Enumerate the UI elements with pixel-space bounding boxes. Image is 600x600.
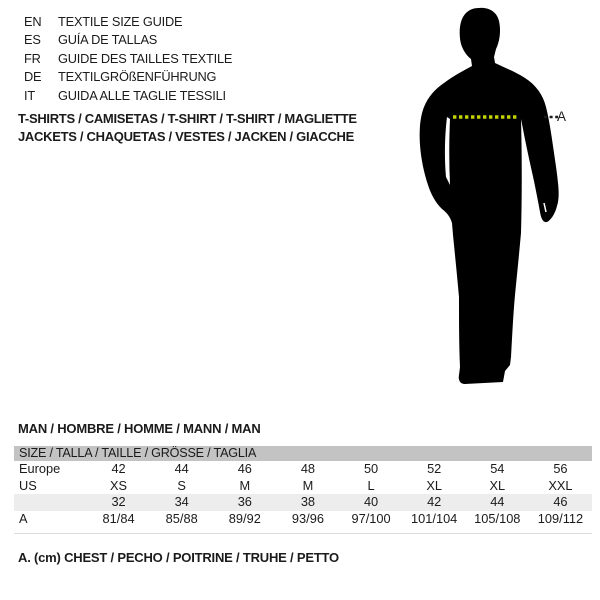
table-cell: 89/92 bbox=[228, 511, 261, 527]
man-silhouette-figure bbox=[415, 5, 565, 390]
table-cell: M bbox=[302, 477, 314, 493]
table-cell: 36 bbox=[237, 494, 252, 510]
table-cell: 42 bbox=[427, 494, 442, 510]
table-cell: L bbox=[367, 477, 375, 493]
table-cell: 85/88 bbox=[165, 511, 198, 527]
table-cell: 52 bbox=[427, 461, 442, 476]
language-row-fr bbox=[24, 50, 232, 68]
table-cell: 44 bbox=[174, 461, 189, 476]
language-list bbox=[24, 13, 232, 105]
language-row-it bbox=[24, 87, 232, 105]
product-line-tshirts: T-SHIRTS / CAMISETAS / T-SHIRT / T-SHIRT / MAGLIETTE bbox=[18, 111, 357, 126]
row-label: Europe bbox=[19, 461, 61, 476]
table-cell: XL bbox=[489, 477, 506, 493]
size-table-grid bbox=[14, 461, 592, 528]
table-cell: 105/108 bbox=[474, 511, 521, 527]
row-label bbox=[14, 494, 87, 511]
man-silhouette-svg bbox=[415, 5, 565, 390]
table-cell: 38 bbox=[300, 494, 316, 510]
language-row-en bbox=[24, 13, 232, 31]
table-cell: 81/84 bbox=[102, 511, 135, 527]
size-table bbox=[14, 446, 592, 528]
language-label: GUIDA ALLE TAGLIE TESSILI bbox=[58, 87, 226, 103]
table-cell: M bbox=[239, 477, 251, 493]
measurement-footnote: A. (cm) CHEST / PECHO / POITRINE / TRUHE / PETTO bbox=[18, 550, 339, 565]
table-cell: 32 bbox=[111, 494, 126, 510]
language-label: GUIDE DES TAILLES TEXTILE bbox=[58, 50, 233, 66]
language-code: FR bbox=[24, 50, 41, 66]
table-cell: 48 bbox=[300, 461, 316, 476]
table-cell: 46 bbox=[237, 461, 252, 476]
language-row-de bbox=[24, 68, 232, 86]
language-label: TEXTILGRÖßENFÜHRUNG bbox=[58, 69, 217, 85]
language-label: TEXTILE SIZE GUIDE bbox=[58, 14, 183, 29]
table-cell: 42 bbox=[111, 461, 126, 476]
section-title-man: MAN / HOMBRE / HOMME / MANN / MAN bbox=[18, 421, 261, 436]
table-bottom-rule bbox=[14, 533, 592, 534]
table-cell: 40 bbox=[363, 494, 379, 510]
measure-label-a: A bbox=[557, 109, 567, 124]
table-cell: 50 bbox=[363, 461, 379, 476]
product-line-jackets: JACKETS / CHAQUETAS / VESTES / JACKEN / GIACCHE bbox=[18, 128, 354, 144]
size-table-header: SIZE / TALLA / TAILLE / GRÖSSE / TAGLIA bbox=[14, 446, 592, 461]
table-cell: XS bbox=[110, 477, 128, 493]
language-code: ES bbox=[24, 32, 41, 48]
language-row-es bbox=[24, 31, 232, 49]
language-code: EN bbox=[24, 14, 42, 29]
table-cell: XL bbox=[426, 477, 443, 493]
table-cell: 109/112 bbox=[537, 511, 584, 527]
man-silhouette-shape bbox=[420, 8, 559, 384]
table-cell: 44 bbox=[490, 494, 505, 510]
row-label: A bbox=[19, 511, 28, 527]
table-cell: 97/100 bbox=[351, 511, 391, 527]
table-cell: 46 bbox=[553, 494, 568, 510]
row-label: US bbox=[19, 477, 37, 493]
table-cell: 56 bbox=[553, 461, 568, 476]
product-category-lines bbox=[18, 110, 357, 145]
table-cell: XXL bbox=[548, 477, 573, 493]
table-cell: 93/96 bbox=[291, 511, 324, 527]
table-row-us-numeric bbox=[14, 494, 592, 511]
language-label: GUÍA DE TALLAS bbox=[58, 32, 158, 48]
table-row-chest-a bbox=[14, 511, 592, 528]
table-cell: 34 bbox=[174, 494, 189, 510]
table-cell: S bbox=[177, 477, 186, 493]
table-cell: 54 bbox=[490, 461, 505, 476]
language-code: DE bbox=[24, 69, 42, 85]
table-cell: 101/104 bbox=[411, 511, 458, 527]
table-row-europe bbox=[14, 461, 592, 478]
table-row-us bbox=[14, 478, 592, 495]
language-code: IT bbox=[24, 87, 35, 103]
